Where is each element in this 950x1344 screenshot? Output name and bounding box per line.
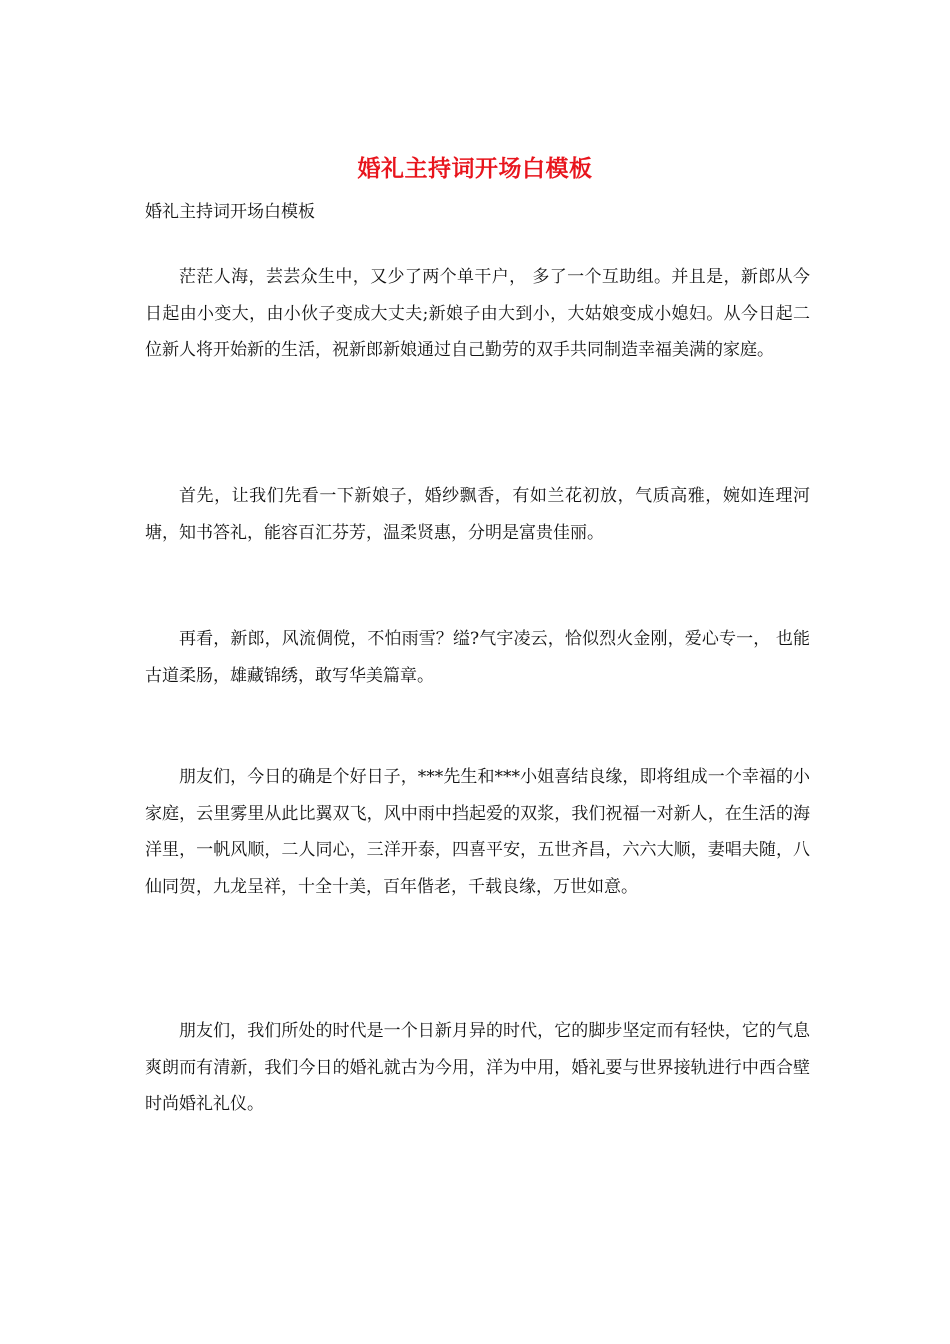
paragraph-3: 再看，新郎，风流倜傥，不怕雨雪？缢?气宇凌云，恰似烈火金刚，爱心专一， 也能古道柔肠，雄藏锦绣，敢写华美篇章。 [145, 629, 810, 686]
paragraph-4: 朋友们，今日的确是个好日子，***先生和***小姐喜结良缘，即将组成一个幸福的小家庭，云里雾里从此比翼双飞，风中雨中挡起爱的双浆，我们祝福一对新人，在生活的海洋里，一帆风顺，二人同心，三洋开泰，四喜平安，五世齐昌，六六大顺，妻唱夫随，八仙同贺，九龙呈祥，十全十美，百年偕老，千载良缘，万世如意。 [145, 767, 810, 897]
paragraph-2: 首先，让我们先看一下新娘子，婚纱飘香，有如兰花初放，气质高雅，婉如连理河塘，知书答礼，能容百汇芬芳，温柔贤惠，分明是富贵佳丽。 [145, 486, 810, 543]
paragraph-5: 朋友们，我们所处的时代是一个日新月异的时代，它的脚步坚定而有轻快，它的气息爽朗而有清新，我们今日的婚礼就古为今用，洋为中用，婚礼要与世界接轨进行中西合壁时尚婚礼礼仪。 [145, 1021, 810, 1114]
document-title: 婚礼主持词开场白模板 [357, 155, 593, 182]
document-subtitle: 婚礼主持词开场白模板 [145, 202, 315, 222]
paragraph-1: 茫茫人海，芸芸众生中，又少了两个单干户， 多了一个互助组。并且是，新郎从今日起由小变大，由小伙子变成大丈夫;新娘子由大到小，大姑娘变成小媳妇。从今日起二位新人将开始新的生活，祝新郎新娘通过自己勤劳的双手共同制造幸福美满的家庭。 [145, 267, 810, 360]
